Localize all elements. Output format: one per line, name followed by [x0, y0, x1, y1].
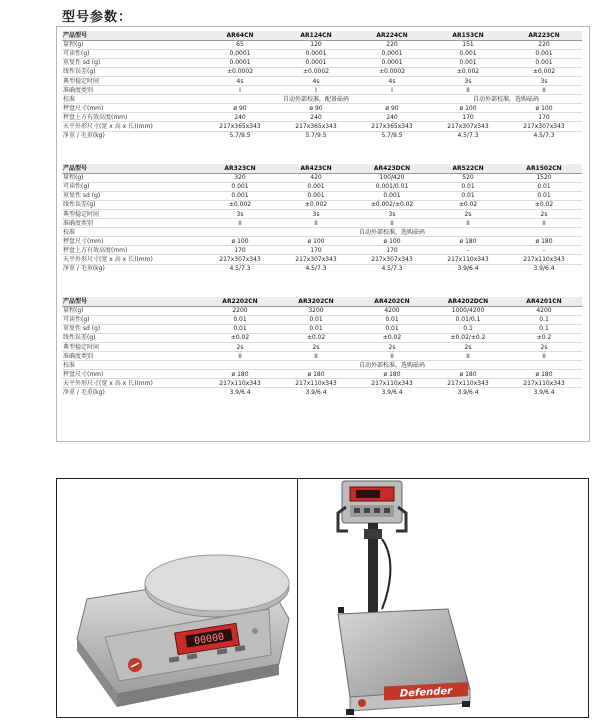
row-label: 秤盘尺寸(mm) — [62, 104, 202, 113]
spec-value: 240 — [278, 113, 354, 122]
spec-value: ±0.0002 — [202, 67, 278, 76]
spec-value: 65 — [202, 40, 278, 49]
spec-value: 217x110x343 — [202, 379, 278, 388]
spec-value: 2s — [278, 342, 354, 351]
model-name: AR423CN — [278, 164, 354, 173]
spec-value: 170 — [430, 113, 506, 122]
table-row — [62, 173, 582, 182]
spec-value: ±0.02/±0.2 — [430, 333, 506, 342]
row-label: 量程(g) — [62, 306, 202, 315]
spec-value: II — [278, 219, 354, 228]
spec-value: 0.01 — [430, 191, 506, 200]
spec-value: 2s — [430, 342, 506, 351]
spec-value: 0.01 — [354, 315, 430, 324]
spec-value: II — [430, 219, 506, 228]
row-label: 重复性 sd (g) — [62, 58, 202, 67]
table-row — [62, 40, 582, 49]
table-row — [62, 122, 582, 131]
spec-value: II — [430, 352, 506, 361]
spec-value: 5.7/9.5 — [278, 131, 354, 140]
table-row — [62, 58, 582, 67]
spec-value: 217x365x343 — [354, 122, 430, 131]
spec-value: 0.0001 — [202, 49, 278, 58]
table-row — [62, 228, 582, 237]
row-label: 准确度类别 — [62, 219, 202, 228]
spec-value: 217x307x343 — [202, 255, 278, 264]
spec-value: 0.1 — [430, 324, 506, 333]
balance-illustration — [57, 479, 299, 718]
model-name: AR2202CN — [202, 297, 278, 306]
spec-value: ø 100 — [506, 104, 582, 113]
spec-value: II — [430, 86, 506, 95]
row-label: 量程(g) — [62, 40, 202, 49]
model-name: AR64CN — [202, 31, 278, 40]
spec-value: 0.0001 — [278, 49, 354, 58]
header-label: 产品型号 — [62, 31, 202, 40]
spec-value: 0.01 — [354, 324, 430, 333]
row-label: 秤盘尺寸(mm) — [62, 237, 202, 246]
spec-value: ±0.02 — [506, 200, 582, 209]
spec-value: 2s — [506, 342, 582, 351]
row-label: 可读性(g) — [62, 315, 202, 324]
spec-value: 4.5/7.3 — [278, 264, 354, 273]
balance-photo — [56, 478, 299, 718]
calibration-note: 自动外部校准，选购砝码 — [430, 95, 582, 104]
row-label: 线性误差(g) — [62, 333, 202, 342]
spec-value: ±0.0002 — [354, 67, 430, 76]
spec-value: 240 — [354, 113, 430, 122]
table-header-row — [62, 164, 582, 173]
spec-value: II — [354, 219, 430, 228]
brand-logo-icon — [358, 699, 366, 707]
model-name: AR4201CN — [506, 297, 582, 306]
header-label: 产品型号 — [62, 164, 202, 173]
spec-value: ±0.002 — [506, 67, 582, 76]
row-label: 校准 — [62, 228, 202, 237]
row-label: 校准 — [62, 95, 202, 104]
spec-value: - — [506, 246, 582, 255]
spec-value: ø 100 — [354, 237, 430, 246]
spec-value: 3s — [278, 209, 354, 218]
spec-value: ±0.002 — [278, 200, 354, 209]
spec-value: 4s — [202, 76, 278, 85]
spec-value: 3.9/6.4 — [430, 388, 506, 397]
table-row — [62, 361, 582, 370]
spec-value: 0.01 — [202, 315, 278, 324]
spec-value: 3s — [430, 76, 506, 85]
calibration-note: 自动外部校准，配备砝码 — [202, 95, 430, 104]
spec-value: 3s — [506, 76, 582, 85]
spec-value: 4.5/7.3 — [430, 131, 506, 140]
spec-value: 2s — [354, 342, 430, 351]
spec-value: ±0.02 — [354, 333, 430, 342]
spec-value: 0.1 — [506, 315, 582, 324]
spec-value: 0.1 — [506, 324, 582, 333]
table-row — [62, 76, 582, 85]
table-row — [62, 209, 582, 218]
spec-value: ø 180 — [202, 370, 278, 379]
spec-value: 0.01 — [202, 324, 278, 333]
spec-value: ø 90 — [354, 104, 430, 113]
table-row — [62, 237, 582, 246]
spec-value: II — [506, 352, 582, 361]
spec-value: 3200 — [278, 306, 354, 315]
spec-value: 0.001 — [278, 191, 354, 200]
row-label: 秤盘上方有效高度(mm) — [62, 246, 202, 255]
spec-value: 3.9/6.4 — [202, 388, 278, 397]
spec-value: ø 180 — [430, 237, 506, 246]
calibration-note: 自动外部校准，选购砝码 — [202, 361, 582, 370]
table-header-row — [62, 31, 582, 40]
spec-value: 217x110x343 — [506, 255, 582, 264]
spec-value: 3.9/6.4 — [278, 388, 354, 397]
spec-value: 0.0001 — [278, 58, 354, 67]
spec-value: 217x110x343 — [430, 255, 506, 264]
spec-value: 5.7/9.5 — [202, 131, 278, 140]
spec-value: 217x307x343 — [354, 255, 430, 264]
spec-value: 0.001 — [430, 58, 506, 67]
spec-value: ±0.02 — [278, 333, 354, 342]
spec-value: II — [202, 219, 278, 228]
model-name: AR224CN — [354, 31, 430, 40]
table-row — [62, 191, 582, 200]
spec-table-1 — [62, 31, 582, 140]
spec-value: II — [354, 352, 430, 361]
spec-value: ±0.0002 — [278, 67, 354, 76]
model-name: AR124CN — [278, 31, 354, 40]
spec-value: ø 180 — [506, 237, 582, 246]
bench-scale-illustration — [298, 479, 589, 718]
table-row — [62, 67, 582, 76]
spec-value: 2s — [506, 209, 582, 218]
spec-value: I — [354, 86, 430, 95]
spec-value: II — [202, 352, 278, 361]
row-label: 可读性(g) — [62, 49, 202, 58]
spec-value: ±0.002 — [202, 200, 278, 209]
spec-value: 217x365x343 — [278, 122, 354, 131]
spec-value: 5.7/9.5 — [354, 131, 430, 140]
row-label: 天平外形尺寸(宽 x 高 x 长)(mm) — [62, 255, 202, 264]
table-row — [62, 264, 582, 273]
table-row — [62, 306, 582, 315]
table-row — [62, 324, 582, 333]
spec-value: 3s — [202, 209, 278, 218]
spec-value: 0.01 — [430, 182, 506, 191]
spec-value: ø 180 — [430, 370, 506, 379]
spec-value: 0.01 — [506, 191, 582, 200]
model-name: AR3202CN — [278, 297, 354, 306]
table-row — [62, 246, 582, 255]
spec-value: 4s — [354, 76, 430, 85]
row-label: 准确度类别 — [62, 352, 202, 361]
spec-value: ±0.02 — [202, 333, 278, 342]
table-row — [62, 255, 582, 264]
row-label: 天平外形尺寸(宽 x 高 x 长)(mm) — [62, 122, 202, 131]
row-label: 线性误差(g) — [62, 67, 202, 76]
spec-table-2 — [62, 164, 582, 273]
spec-value: 217x307x343 — [278, 255, 354, 264]
spec-value: 0.01/0.1 — [430, 315, 506, 324]
spec-value: 0.001 — [354, 191, 430, 200]
spec-value: ±0.002 — [430, 67, 506, 76]
table-row — [62, 219, 582, 228]
spec-value: 100/420 — [354, 173, 430, 182]
spec-value: 0.001 — [278, 182, 354, 191]
spec-value: 0.001 — [202, 182, 278, 191]
row-label: 典型稳定时间 — [62, 209, 202, 218]
row-label: 准确度类别 — [62, 86, 202, 95]
spec-value: 0.01 — [506, 182, 582, 191]
calibration-note: 自动外部校准，选购砝码 — [202, 228, 582, 237]
spec-value: 0.001 — [506, 49, 582, 58]
table-row — [62, 388, 582, 397]
spec-value: ±0.2 — [506, 333, 582, 342]
spec-value: 217x110x343 — [354, 379, 430, 388]
spec-value: 1000/4200 — [430, 306, 506, 315]
table-row — [62, 104, 582, 113]
table-row — [62, 379, 582, 388]
model-name: AR153CN — [430, 31, 506, 40]
row-label: 净重 / 毛重(kg) — [62, 388, 202, 397]
spec-value: ø 100 — [430, 104, 506, 113]
spec-value: 220 — [354, 40, 430, 49]
table-row — [62, 333, 582, 342]
row-label: 净重 / 毛重(kg) — [62, 131, 202, 140]
model-name: AR323CN — [202, 164, 278, 173]
spec-value: 2200 — [202, 306, 278, 315]
table-row — [62, 200, 582, 209]
row-label: 典型稳定时间 — [62, 342, 202, 351]
spec-value: 0.01 — [278, 324, 354, 333]
spec-value: 420 — [278, 173, 354, 182]
spec-value: 2s — [430, 209, 506, 218]
table-row — [62, 95, 582, 104]
spec-value: 4200 — [506, 306, 582, 315]
table-row — [62, 131, 582, 140]
spec-value: 3.9/6.4 — [430, 264, 506, 273]
spec-value: ø 90 — [278, 104, 354, 113]
spec-value: 170 — [354, 246, 430, 255]
row-label: 校准 — [62, 361, 202, 370]
model-name: AR4202CN — [354, 297, 430, 306]
spec-value: 217x110x343 — [278, 379, 354, 388]
spec-value: 220 — [506, 40, 582, 49]
spec-value: 170 — [278, 246, 354, 255]
spec-value: 4.5/7.3 — [354, 264, 430, 273]
spec-value: 3.9/6.4 — [354, 388, 430, 397]
spec-value: ±0.02 — [430, 200, 506, 209]
row-label: 重复性 sd (g) — [62, 324, 202, 333]
row-label: 秤盘尺寸(mm) — [62, 370, 202, 379]
spec-value: ø 180 — [278, 370, 354, 379]
table-row — [62, 342, 582, 351]
row-label: 典型稳定时间 — [62, 76, 202, 85]
model-name: AR223CN — [506, 31, 582, 40]
spec-value: 0.001 — [506, 58, 582, 67]
spec-value: II — [506, 86, 582, 95]
table-row — [62, 370, 582, 379]
spec-value: 0.001 — [202, 191, 278, 200]
spec-value: 4.5/7.3 — [202, 264, 278, 273]
bench-scale-photo — [297, 478, 589, 718]
spec-value: 240 — [202, 113, 278, 122]
model-name: AR522CN — [430, 164, 506, 173]
spec-value: 2s — [202, 342, 278, 351]
spec-value: II — [506, 219, 582, 228]
spec-value: - — [430, 246, 506, 255]
spec-value: 4s — [278, 76, 354, 85]
spec-value: 0.0001 — [202, 58, 278, 67]
spec-value: ø 180 — [354, 370, 430, 379]
spec-value: 320 — [202, 173, 278, 182]
spec-value: 4200 — [354, 306, 430, 315]
table-row — [62, 182, 582, 191]
spec-value: I — [202, 86, 278, 95]
row-label: 净重 / 毛重(kg) — [62, 264, 202, 273]
spec-value: 3.9/6.4 — [506, 264, 582, 273]
spec-value: 1520 — [506, 173, 582, 182]
spec-value: 0.001/0.01 — [354, 182, 430, 191]
spec-value: 520 — [430, 173, 506, 182]
table-row — [62, 86, 582, 95]
row-label: 线性误差(g) — [62, 200, 202, 209]
spec-value: 217x110x343 — [430, 379, 506, 388]
spec-value: 4.5/7.3 — [506, 131, 582, 140]
spec-value: 120 — [278, 40, 354, 49]
spec-value: ø 180 — [506, 370, 582, 379]
spec-value: ø 90 — [202, 104, 278, 113]
spec-value: I — [278, 86, 354, 95]
model-name: AR4202DCN — [430, 297, 506, 306]
spec-value: 217x110x343 — [506, 379, 582, 388]
row-label: 量程(g) — [62, 173, 202, 182]
spec-value: 3s — [354, 209, 430, 218]
scale-brand-label: Defender — [399, 685, 453, 700]
table-header-row — [62, 297, 582, 306]
model-name: AR423DCN — [354, 164, 430, 173]
spec-value: 170 — [506, 113, 582, 122]
spec-value: ±0.002/±0.02 — [354, 200, 430, 209]
header-label: 产品型号 — [62, 297, 202, 306]
spec-value: 0.001 — [430, 49, 506, 58]
spec-value: ø 100 — [202, 237, 278, 246]
spec-value: 217x307x343 — [506, 122, 582, 131]
row-label: 天平外形尺寸(宽 x 高 x 长)(mm) — [62, 379, 202, 388]
table-row — [62, 315, 582, 324]
spec-value: 170 — [202, 246, 278, 255]
row-label: 秤盘上方有效高度(mm) — [62, 113, 202, 122]
table-row — [62, 49, 582, 58]
table-row — [62, 113, 582, 122]
spec-value: II — [278, 352, 354, 361]
spec-value: 0.01 — [278, 315, 354, 324]
spec-value: 217x307x343 — [430, 122, 506, 131]
row-label: 重复性 sd (g) — [62, 191, 202, 200]
spec-value: 0.0001 — [354, 49, 430, 58]
balance-display-readout: 00000 — [193, 631, 225, 648]
spec-value: 0.0001 — [354, 58, 430, 67]
spec-value: 3.9/6.4 — [506, 388, 582, 397]
spec-value: ø 100 — [278, 237, 354, 246]
spec-table-3 — [62, 297, 582, 397]
page-title: 型号参数： — [62, 10, 133, 25]
row-label: 可读性(g) — [62, 182, 202, 191]
model-name: AR1502CN — [506, 164, 582, 173]
spec-value: 217x365x343 — [202, 122, 278, 131]
table-row — [62, 352, 582, 361]
spec-value: 151 — [430, 40, 506, 49]
